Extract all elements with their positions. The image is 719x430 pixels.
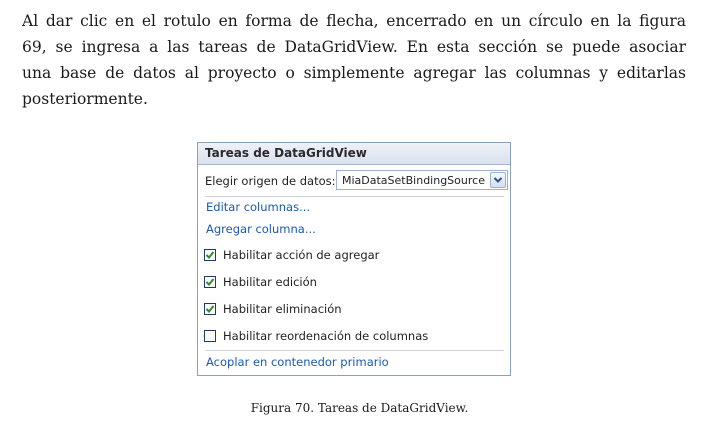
figure-caption: Figura 70. Tareas de DataGridView.: [250, 401, 469, 415]
checkmark-icon: [205, 304, 215, 314]
checkbox-enable-edit[interactable]: [204, 276, 216, 288]
checkbox-label: Habilitar reordenación de columnas: [223, 329, 429, 343]
checkmark-icon: [205, 277, 215, 287]
datagridview-tasks-panel: [197, 142, 511, 376]
checkbox-enable-delete[interactable]: [204, 303, 216, 315]
checkbox-label: Habilitar acción de agregar: [223, 248, 380, 262]
checkbox-enable-reorder[interactable]: [204, 330, 216, 342]
divider: [205, 350, 504, 351]
add-column-link[interactable]: Agregar columna...: [206, 222, 316, 236]
data-source-combobox[interactable]: [336, 170, 508, 190]
dock-parent-container-link[interactable]: Acoplar en contenedor primario: [206, 355, 389, 369]
checkbox-label: Habilitar eliminación: [223, 302, 342, 316]
body-paragraph: [22, 8, 686, 112]
divider: [205, 196, 504, 197]
edit-columns-link[interactable]: Editar columnas...: [206, 200, 311, 214]
checkmark-icon: [205, 250, 215, 260]
checkbox-enable-add[interactable]: [204, 249, 216, 261]
checkbox-row-enable-delete[interactable]: [204, 301, 342, 317]
chevron-down-icon: [493, 176, 503, 184]
dropdown-button[interactable]: [490, 172, 506, 188]
checkbox-row-enable-add[interactable]: [204, 247, 379, 263]
paragraph-line: posteriormente.: [22, 90, 148, 108]
checkbox-row-enable-edit[interactable]: [204, 274, 317, 290]
panel-title: Tareas de DataGridView: [198, 143, 510, 165]
paragraph-line: una base de datos al proyecto o simplemente agregar las columnas y editarlas: [22, 64, 686, 82]
paragraph-line: 69, se ingresa a las tareas de DataGridView. En esta sección se puede asociar: [22, 38, 686, 56]
data-source-row: [205, 170, 504, 192]
checkbox-row-enable-reorder[interactable]: [204, 328, 428, 344]
data-source-value: MiaDataSetBindingSource: [342, 173, 485, 187]
data-source-label: Elegir origen de datos:: [205, 174, 336, 188]
paragraph-line: Al dar clic en el rotulo en forma de flecha, encerrado en un círculo en la figura: [22, 12, 686, 30]
checkbox-label: Habilitar edición: [223, 275, 317, 289]
